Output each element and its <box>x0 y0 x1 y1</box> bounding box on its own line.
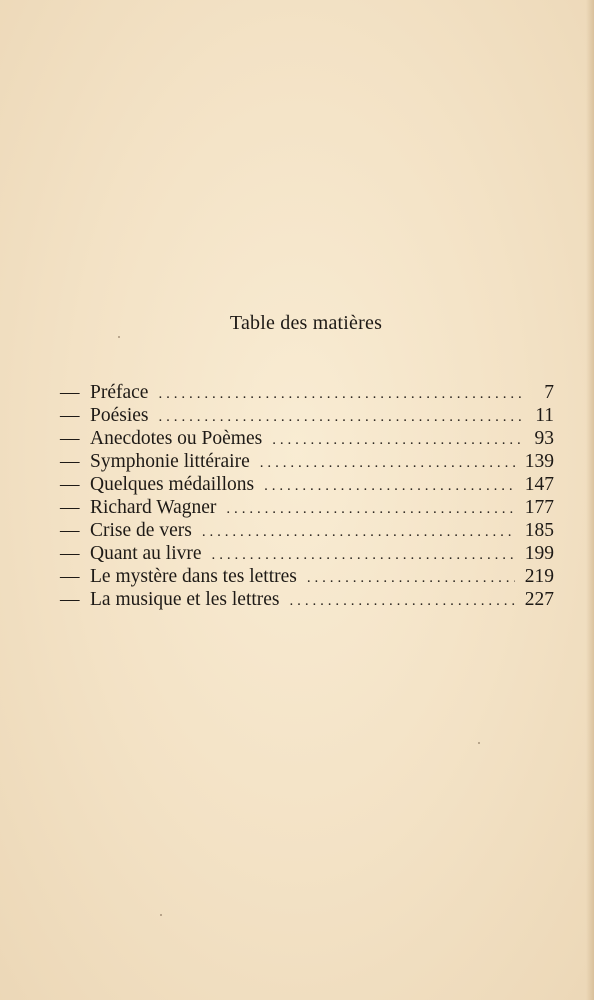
paper-speck <box>118 336 120 338</box>
entry-page-number: 139 <box>524 451 554 472</box>
dot-leader <box>307 567 515 590</box>
entry-title: Richard Wagner <box>90 497 217 518</box>
entry-dash: — <box>60 382 80 403</box>
page-title: Table des matières <box>229 312 383 334</box>
entry-page-number: 177 <box>524 497 554 518</box>
entry-title: Crise de vers <box>90 520 192 541</box>
entry-title: La musique et les lettres <box>90 589 280 610</box>
entry-page-number: 147 <box>524 474 554 495</box>
entry-page-number: 199 <box>524 543 554 564</box>
dot-leader <box>158 383 522 406</box>
dot-leader <box>272 429 522 452</box>
toc-entry <box>60 473 554 496</box>
toc-entry <box>60 542 554 565</box>
entry-dash: — <box>60 566 80 587</box>
entry-page-number: 11 <box>535 405 554 426</box>
dot-leader <box>290 590 515 613</box>
entry-dash: — <box>60 428 80 449</box>
paper-speck <box>478 742 480 744</box>
dot-leader <box>264 475 515 498</box>
entry-page-number: 227 <box>524 589 554 610</box>
toc-entry <box>60 427 554 450</box>
toc-entry <box>60 404 554 427</box>
toc-entry <box>60 588 554 611</box>
dot-leader <box>202 521 515 544</box>
entry-title: Anecdotes ou Poèmes <box>90 428 263 449</box>
entry-title: Préface <box>90 382 149 403</box>
dot-leader <box>159 406 523 429</box>
entry-dash: — <box>60 405 80 426</box>
toc-entry <box>60 381 554 404</box>
dot-leader <box>226 498 514 521</box>
toc-entry <box>60 519 554 542</box>
entry-title: Quant au livre <box>90 543 202 564</box>
dot-leader <box>260 452 515 475</box>
entry-dash: — <box>60 474 80 495</box>
entry-dash: — <box>60 520 80 541</box>
entry-page-number: 7 <box>544 382 554 403</box>
table-of-contents <box>60 381 554 611</box>
toc-entry <box>60 496 554 519</box>
toc-entry <box>60 565 554 588</box>
entry-page-number: 185 <box>524 520 554 541</box>
paper-speck <box>160 914 162 916</box>
entry-page-number: 219 <box>524 566 554 587</box>
entry-dash: — <box>60 589 80 610</box>
entry-page-number: 93 <box>534 428 554 449</box>
entry-dash: — <box>60 451 80 472</box>
dot-leader <box>212 544 515 567</box>
entry-title: Quelques médaillons <box>90 474 255 495</box>
entry-dash: — <box>60 497 80 518</box>
entry-title: Le mystère dans tes lettres <box>90 566 297 587</box>
entry-dash: — <box>60 543 80 564</box>
entry-title: Symphonie littéraire <box>90 451 250 472</box>
entry-title: Poésies <box>90 405 149 426</box>
toc-entry <box>60 450 554 473</box>
